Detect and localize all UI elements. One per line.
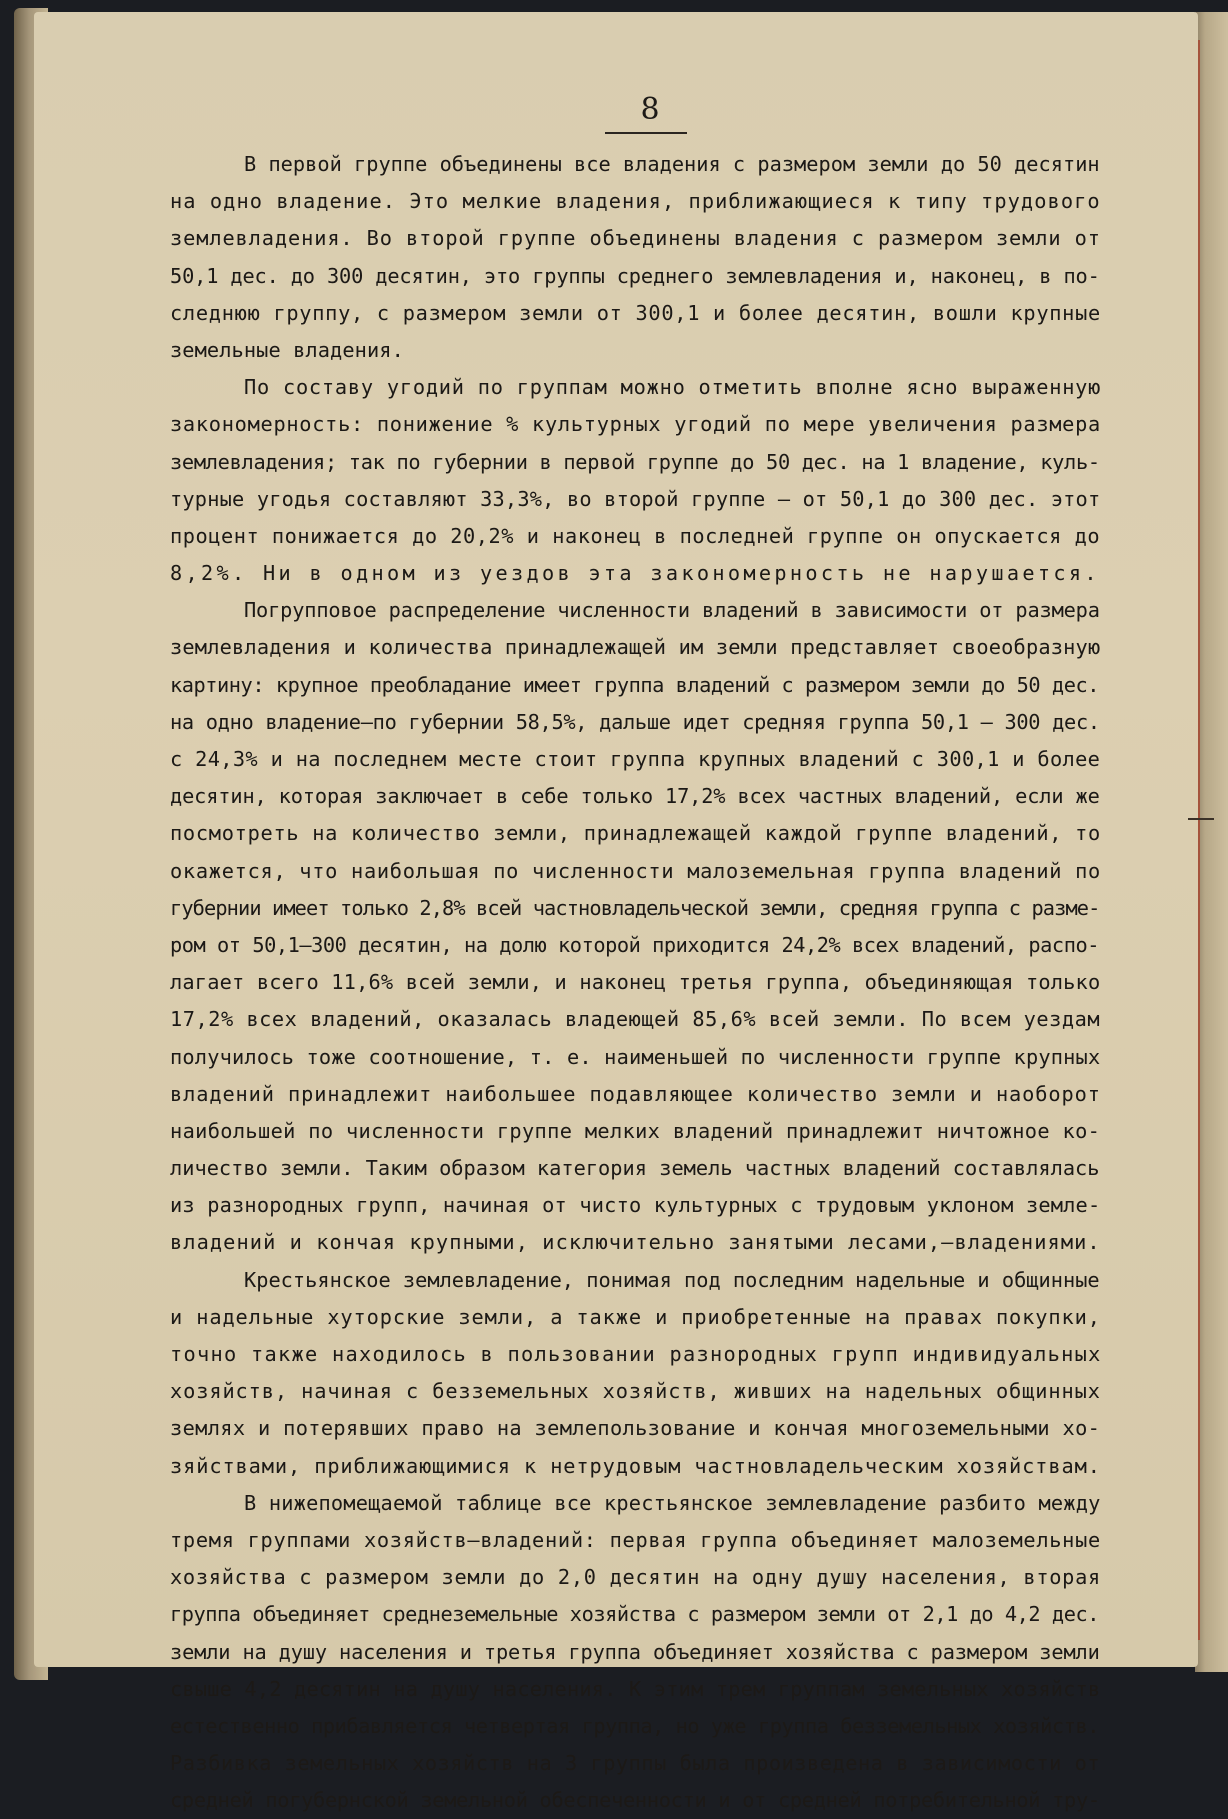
text-line: губернии имеет только 2,8% всей частновладельческой земли, средняя группа с разме- [170,895,1100,920]
text-line: личество земли. Таким образом категория земель частных владений составлялась [170,1156,1100,1181]
text-line: процент понижается до 20,2% и наконец в последней группе он опускается до [170,523,1101,548]
text-line: закономерность: понижение % культурных угодий по мере увеличения размера [170,412,1101,437]
paragraph [170,1262,1100,1485]
text-line: Крестьянское землевладение, понимая под последним надельные и общинные [244,1267,1100,1292]
text-line: из разнородных групп, начиная от чисто культурных с трудовым уклоном земле- [170,1193,1101,1218]
text-line: хозяйства с размером земли до 2,0 десятин на одну душу населения, вторая [170,1565,1101,1590]
text-line: 8,2%. Ни в одном из уездов эта закономерность не нарушается. [170,561,1100,586]
text-line: получилось тоже соотношение, т. е. наименьшей по численности группе крупных [170,1044,1101,1069]
text-line: на одно владение—по губернии 58,5%, дальше идет средняя группа 50,1 — 300 дес. [170,709,1100,734]
text-line: В нижепомещаемой таблице все крестьянское землевладение разбито между [244,1490,1101,1515]
text-line: земли на душу населения и третья группа объединяет хозяйства с размером земли [170,1639,1100,1664]
text-line: группа объединяет среднеземельные хозяйства с размером земли от 2,1 до 4,2 дес. [170,1602,1099,1627]
text-line: 50,1 дес. до 300 десятин, это группы среднего землевладения и, наконец, в по- [170,263,1100,288]
text-line: Погрупповое распределение численности владений в зависимости от размера [244,598,1100,623]
text-line: свыше 4,2 десятин на душу населения. К этим трем группам земельных хозяйств [170,1676,1101,1701]
text-line: с 24,3% и на последнем месте стоит группа крупных владений с 300,1 и более [170,747,1101,771]
text-line: зяйствами, приближающимися к нетрудовым частновладельческим хозяйствам. [170,1453,1101,1478]
text-line: В первой группе объединены все владения с размером земли до 50 десятин [244,152,1100,176]
page-edge-line [1198,40,1200,1640]
text-line: посмотреть на количество земли, принадлежащей каждой группе владений, то [170,821,1101,846]
text-line: на одно владение. Это мелкие владения, приближающиеся к типу трудового [170,189,1101,214]
text-line: окажется, что наибольшая по численности малоземельная группа владений по [170,858,1101,883]
text-line: лагает всего 11,6% всей земли, и наконец третья группа, объединяющая только [170,970,1101,995]
text-line: тремя группами хозяйств—владений: первая группа объединяет малоземельные [170,1527,1101,1552]
text-line: средней погубернской земельной обеспеченности и от средней потребительной тру- [170,1788,1100,1813]
page-number-rule [605,132,687,134]
text-line: Разбивка земельных хозяйств на 3 группы была произведена в зависимости от [170,1751,1101,1776]
text-line: турные угодья составляют 33,3%, во второй группе – от 50,1 до 300 дес. этот [170,486,1101,511]
text-line: 17,2% всех владений, оказалась владеющей 85,6% всей земли. По всем уездам [170,1007,1101,1032]
text-line: землевладения; так по губернии в первой группе до 50 дес. на 1 владение, куль- [170,449,1100,474]
text-line: картину: крупное преобладание имеет группа владений с размером земли до 50 дес. [170,672,1099,697]
text-line: По составу угодий по группам можно отметить вполне ясно выраженную [244,375,1102,400]
paragraph [170,592,1100,1261]
text-line: землевладения. Во второй группе объединены владения с размером земли от [170,226,1101,251]
text-line: ром от 50,1—300 десятин, на долю которой приходится 24,2% всех владений, распо- [170,932,1099,957]
paragraph [170,369,1100,592]
body-text [170,146,1100,1819]
text-line: и надельные хуторские земли, а также и приобретенные на правах покупки, [170,1304,1101,1329]
text-line: наибольшей по численности группе мелких владений принадлежит ничтожное ко- [170,1118,1101,1143]
text-line: землевладения и количества принадлежащей им земли представляет своеобразную [170,635,1101,660]
text-line: хозяйств, начиная с безземельных хозяйств, живших на надельных общинных [170,1379,1101,1404]
text-line: следнюю группу, с размером земли от 300,1 и более десятин, вошли крупные [170,300,1101,325]
paragraph [170,146,1100,369]
text-line: земельные владения. [170,337,404,362]
text-line: владений принадлежит наибольшее подавляющее количество земли и наоборот [170,1081,1101,1106]
page-number: 8 [640,92,660,127]
text-line: землях и потерявших право на землепользование и кончая многоземельными хо- [170,1416,1101,1441]
text-line: владений и кончая крупными, исключительно занятыми лесами,—владениями. [170,1230,1101,1255]
text-line: десятин, которая заключает в себе только 17,2% всех частных владений, если же [170,784,1100,809]
text-line: естественно прибавляется четвертая группа, но уже группа безземельных хозяйств. [170,1713,1099,1738]
text-line: точно также находилось в пользовании разнородных групп индивидуальных [170,1342,1102,1366]
paragraph [170,1485,1100,1819]
page-edge-tick [1188,818,1214,820]
